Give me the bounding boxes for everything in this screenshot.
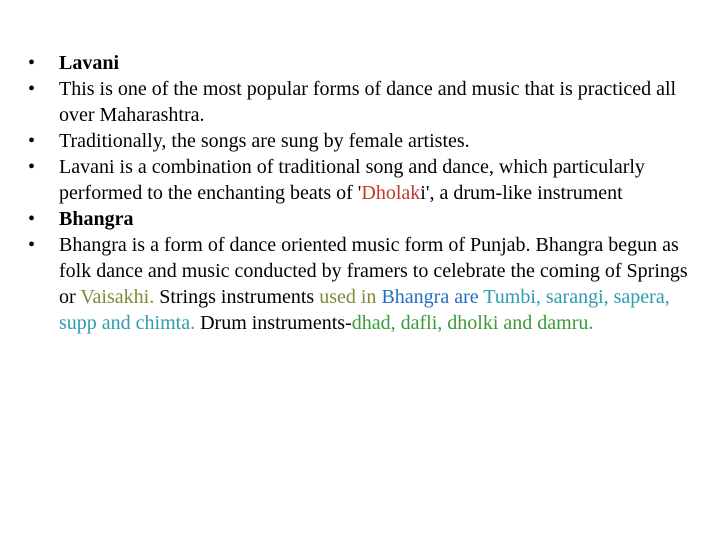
bhangra-text-3: Drum instruments- <box>195 312 352 334</box>
bullet-text: Lavani <box>59 52 120 74</box>
string-instruments-highlight: Tumbi, sarangi, sapera, supp and chimta <box>59 286 670 334</box>
bullet-text: Traditionally, the songs are sung by female artistes. <box>59 130 470 152</box>
bullet-dot-icon: • <box>28 130 36 152</box>
drum-instruments-highlight: dhad, dafli, dholki and damru. <box>351 312 594 334</box>
period-highlight: . <box>190 312 196 334</box>
bhangra-are-highlight: Bhangra are <box>381 286 484 308</box>
bullet-text: This is one of the most popular forms of dance and music that is practiced all over Maharashtra. <box>59 78 677 126</box>
bullet-item-bhangra-heading <box>28 206 698 232</box>
bullet-dot-icon: • <box>28 78 36 100</box>
bullet-list <box>28 50 698 336</box>
bullet-item-lavani-heading <box>28 50 698 76</box>
dholak-highlight: Dholak <box>361 182 421 204</box>
bullet-item-lavani-description <box>28 154 698 206</box>
bullet-dot-icon: • <box>28 234 36 256</box>
bullet-dot-icon: • <box>28 208 36 230</box>
bullet-item-lavani-singers <box>28 128 698 154</box>
bullet-text-post: i', a drum-like instrument <box>420 182 623 204</box>
bullet-item-bhangra-description <box>28 232 698 336</box>
vaisakhi-highlight: Vaisakhi. <box>80 286 155 308</box>
used-in-highlight: used in <box>319 286 382 308</box>
bhangra-text-1: Bhangra is a form of dance oriented music form of Punjab. Bhangra begun as folk dance and music conducted by framers to celebrate the coming of Springs or <box>59 234 688 308</box>
bullet-text: Bhangra <box>59 208 134 230</box>
bullet-item-lavani-intro <box>28 76 698 128</box>
bullet-dot-icon: • <box>28 156 36 178</box>
bhangra-text-2: Strings instruments <box>154 286 320 308</box>
bullet-text-pre: Lavani is a combination of traditional song and dance, which particularly performed to the enchanting beats of ' <box>59 156 645 204</box>
bullet-dot-icon: • <box>28 52 36 74</box>
